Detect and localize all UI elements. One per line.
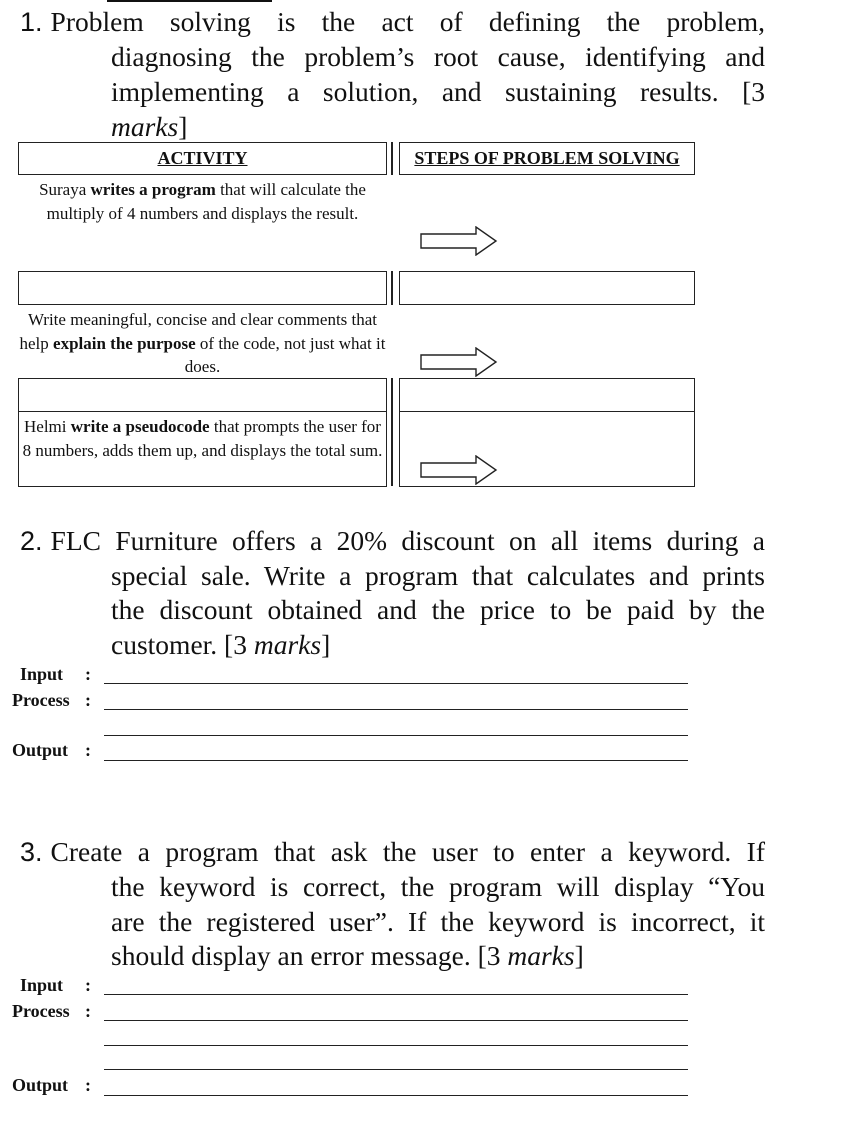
arrow-icon-2 [420,347,498,377]
q3-output-answer-line[interactable] [104,1095,688,1096]
q3-input-answer-line[interactable] [104,994,688,995]
q3-input-colon: : [85,975,91,995]
q2-process-answer-line-1[interactable] [104,709,688,710]
q3-input-label: Input [20,975,64,995]
blank-cell-left-2 [18,378,387,412]
row-divider-2 [391,378,393,486]
activity-row-1: Suraya writes a program that will calculate the multiply of 4 numbers and displays the result. [39,180,366,223]
q2-process-colon: : [85,690,91,710]
activity-row-2: Write meaningful, concise and clear comments that help explain the purpose of the code, not just what it does. [19,310,386,376]
q2-output-colon: : [85,740,91,760]
answer-cell-1 [399,271,695,305]
arrow-icon-3 [420,455,498,485]
blank-cell-left-1 [18,271,387,305]
q3-process-answer-line-3[interactable] [104,1069,688,1070]
q1-line-1: 1. Problem solving is the act of defining the problem, [20,6,765,37]
q2-line-4: customer. [3 marks] [111,629,331,660]
activity-row-3: Helmi write a pseudocode that prompts the user for 8 numbers, adds them up, and displays the total sum. [22,417,383,460]
q2-process-label: Process [12,690,70,710]
q2-input-answer-line[interactable] [104,683,688,684]
q1-marks: marks] [111,111,188,142]
arrow-icon-1 [420,226,498,256]
q3-process-answer-line-2[interactable] [104,1045,688,1046]
q2-line-2: special sale. Write a program that calculates and prints [111,560,765,591]
q2-input-colon: : [85,664,91,684]
q2-input-label: Input [20,664,64,684]
q2-output-answer-line[interactable] [104,760,688,761]
steps-header: STEPS OF PROBLEM SOLVING [399,142,695,175]
q3-process-label: Process [12,1001,70,1021]
answer-cell-2 [399,378,695,412]
row-divider-1 [391,271,393,305]
q1-number: 1. [20,7,43,37]
q3-line-2: the keyword is correct, the program will display “You [111,871,765,902]
q3-output-colon: : [85,1075,91,1095]
header-divider [391,142,393,175]
q3-line-4: should display an error message. [3 marks] [111,940,584,971]
q3-line-3: are the registered user”. If the keyword is incorrect, it [111,906,765,937]
activity-header: ACTIVITY [18,142,387,175]
q3-line-1: 3. Create a program that ask the user to enter a keyword. If [20,836,765,867]
top-rule [107,0,272,2]
q2-output-label: Output [12,740,69,760]
q1-line-2: diagnosing the problem’s root cause, identifying and [111,41,765,72]
q3-number: 3. [20,837,43,867]
q3-output-label: Output [12,1075,69,1095]
q3-process-colon: : [85,1001,91,1021]
q2-number: 2. [20,526,43,556]
q2-process-answer-line-2[interactable] [104,735,688,736]
q2-line-3: the discount obtained and the price to be paid by the [111,594,765,625]
q2-line-1: 2. FLC Furniture offers a 20% discount on all items during a [20,525,765,556]
q3-process-answer-line-1[interactable] [104,1020,688,1021]
q1-line-3: implementing a solution, and sustaining results. [3 [111,76,765,107]
